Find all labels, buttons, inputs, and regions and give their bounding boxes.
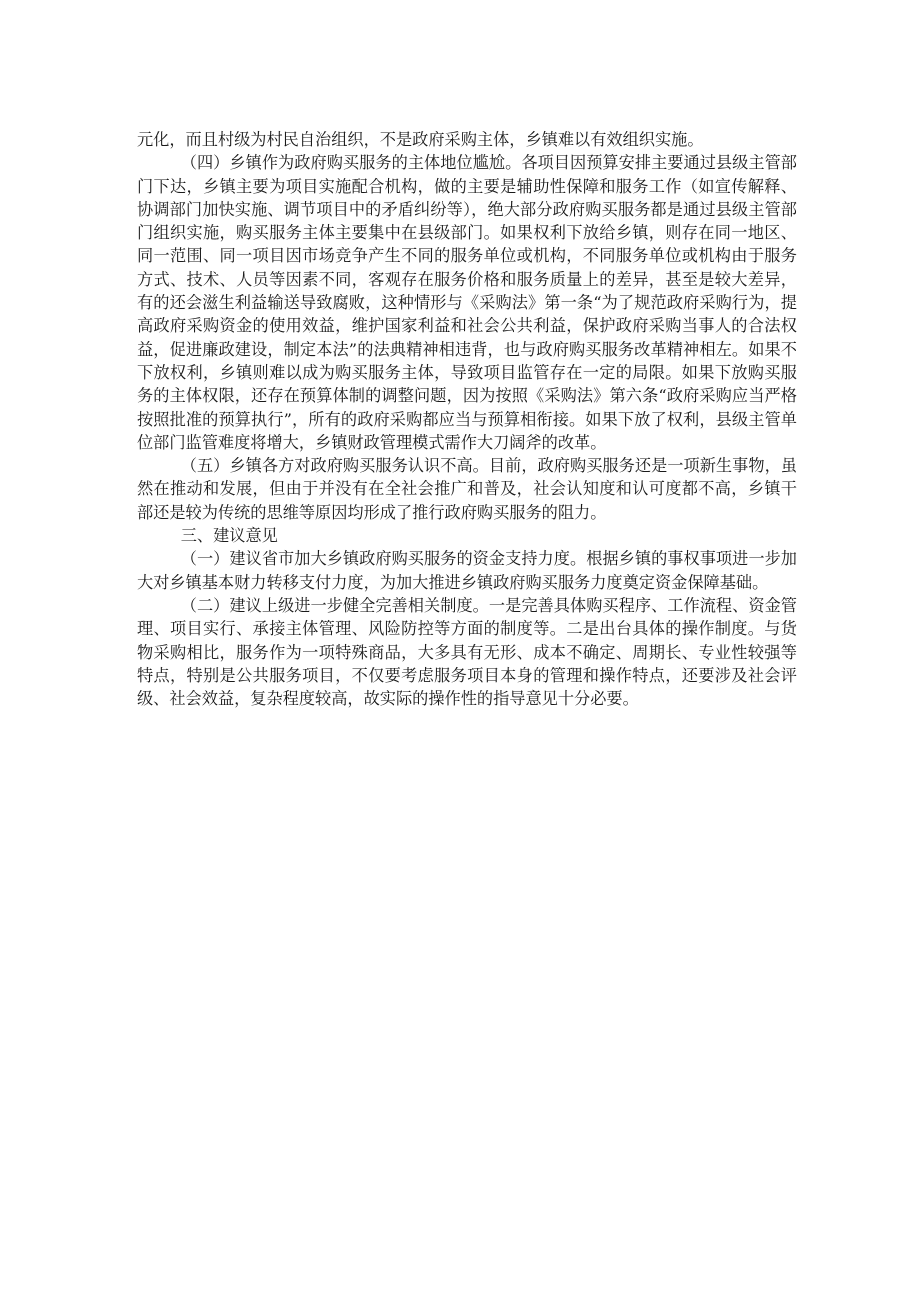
paragraph-section-4: （四）乡镇作为政府购买服务的主体地位尴尬。各项目因预算安排主要通过县级主管部门下达，乡镇主要为项目实施配合机构，做的主要是辅助性保障和服务工作（如宣传解释、协调部门加快实施、调节项目中的矛盾纠纷等），绝大部分政府购买服务都是通过县级主管部门组织实施，购买服务主体主要集中在县级部门。如果权利下放给乡镇，则存在同一地区、同一范围、同一项目因市场竞争产生不同的服务单位或机构，不同服务单位或机构由于服务方式、技术、人员等因素不同，客观存在服务价格和服务质量上的差异，甚至是较大差异，有的还会滋生利益输送导致腐败，这种情形与《采购法》第一条“为了规范政府采购行为，提高政府采购资金的使用效益，维护国家利益和社会公共利益，保护政府采购当事人的合法权益，促进廉政建设，制定本法”的法典精神相违背，也与政府购买服务改革精神相左。如果不下放权利，乡镇则难以成为购买服务主体，导致项目监管存在一定的局限。如果下放购买服务的主体权限，还存在预算体制的调整问题，因为按照《采购法》第六条“政府采购应当严格按照批准的预算执行”，所有的政府采购都应当与预算相衔接。如果下放了权利，县级主管单位部门监管难度将增大，乡镇财政管理模式需作大刀阔斧的改革。 (137, 153, 797, 452)
paragraph-suggestion-2: （二）建议上级进一步健全完善相关制度。一是完善具体购买程序、工作流程、资金管理、项目实行、承接主体管理、风险防控等方面的制度等。二是出台具体的操作制度。与货物采购相比，服务作为一项特殊商品，大多具有无形、成本不确定、周期长、专业性较强等特点，特别是公共服务项目，不仅要考虑服务项目本身的管理和操作特点，还要涉及社会评级、社会效益，复杂程度较高，故实际的操作性的指导意见十分必要。 (137, 595, 797, 709)
section-heading-suggestions: 三、建议意见 (180, 526, 278, 546)
paragraph-section-5: （五）乡镇各方对政府购买服务认识不高。目前，政府购买服务还是一项新生事物，虽然在推动和发展，但由于并没有在全社会推广和普及，社会认知度和认可度都不高，乡镇干部还是较为传统的思维等原因均形成了推行政府购买服务的阻力。 (137, 456, 797, 522)
paragraph-continuation: 元化，而且村级为村民自治组织，不是政府采购主体，乡镇难以有效组织实施。 (137, 130, 704, 149)
document-body (137, 128, 797, 710)
paragraph-suggestion-1: （一）建议省市加大乡镇政府购买服务的资金支持力度。根据乡镇的事权事项进一步加大对乡镇基本财力转移支付力度，为加大推进乡镇政府购买服务力度奠定资金保障基础。 (137, 549, 797, 592)
